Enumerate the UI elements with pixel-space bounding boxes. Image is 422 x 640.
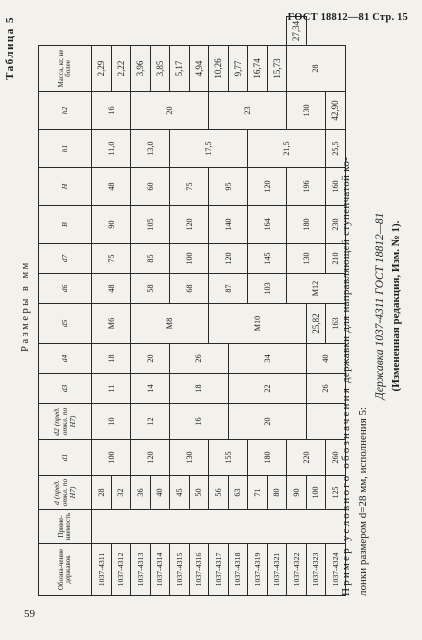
table-cell: 58 — [131, 274, 170, 304]
table-cell: 196 — [287, 168, 326, 206]
table-cell: M6 — [92, 304, 131, 344]
table-cell: 5,17 — [170, 46, 190, 92]
table-cell: 1037-4316 — [189, 544, 209, 596]
table-cell: 90 — [287, 476, 307, 510]
table-cell: 20 — [131, 344, 170, 374]
table-cell: 28 — [287, 46, 346, 92]
table-cell: 180 — [287, 206, 326, 244]
table-cell: 34 — [228, 344, 306, 374]
table-cell: 1037-4323 — [306, 544, 326, 596]
table-cell: 260 — [326, 440, 346, 476]
table-caption: Размеры в мм — [20, 260, 31, 352]
header-code: Обозна-чение державок — [39, 544, 92, 596]
table-cell: 95 — [209, 168, 248, 206]
page-header: ГОСТ 18812—81 Стр. 15 — [287, 12, 408, 23]
table-cell: 45 — [170, 476, 190, 510]
table-cell: 120 — [131, 440, 170, 476]
example-line-1 — [340, 16, 352, 596]
table-cell: 180 — [248, 440, 287, 476]
table-cell: 1037-4322 — [287, 544, 307, 596]
table-cell: 10 — [92, 404, 131, 440]
header-d5: d5 — [39, 304, 92, 344]
table-cell: 11,0 — [92, 130, 131, 168]
header-d6: d6 — [39, 274, 92, 304]
table-cell: 9,77 — [228, 46, 248, 92]
table-cell: 16,74 — [248, 46, 268, 92]
dimensions-table — [38, 16, 346, 596]
table-cell: 32 — [111, 476, 131, 510]
table-cell: 13,0 — [131, 130, 170, 168]
table-cell: 160 — [326, 168, 346, 206]
header-b: B — [39, 206, 92, 244]
example-line-1-rest: державки для направляющей ступенчатой ко- — [340, 156, 352, 387]
table-cell: 63 — [228, 476, 248, 510]
table-cell: 18 — [92, 344, 131, 374]
table-cell: 48 — [92, 274, 131, 304]
table-cell: 1037-4315 — [170, 544, 190, 596]
table-cell: 15,73 — [267, 46, 287, 92]
example-line-2: лонки размером d=28 мм, исполнения 5: — [357, 406, 369, 596]
table-cell: 1037-4321 — [267, 544, 287, 596]
table-cell: 2,22 — [111, 46, 131, 92]
table-cell: 140 — [209, 206, 248, 244]
table-cell: 23 — [209, 92, 287, 130]
table-cell: 105 — [131, 206, 170, 244]
table-cell: 130 — [170, 440, 209, 476]
amendment-note: (Измененная редакция, Изм. № 1). — [390, 220, 402, 392]
table-cell: 220 — [287, 440, 326, 476]
table-cell: 155 — [209, 440, 248, 476]
table-cell: 36 — [131, 476, 151, 510]
table-cell: 25,5 — [326, 130, 346, 168]
table-cell: 10,26 — [209, 46, 229, 92]
header-h2: h2 — [39, 92, 92, 130]
table-cell: 3,96 — [131, 46, 151, 92]
table-cell: 20 — [228, 404, 306, 440]
table-cell: 27,34 — [287, 17, 307, 46]
table-cell: M8 — [131, 304, 209, 344]
table-cell: 40 — [150, 476, 170, 510]
table-cell: 18 — [170, 374, 229, 404]
table-cell: 75 — [92, 244, 131, 274]
header-h: H — [39, 168, 92, 206]
header-d3: d3 — [39, 374, 92, 404]
table-cell: 3,85 — [150, 46, 170, 92]
table-cell: 87 — [209, 274, 248, 304]
table-cell: 120 — [170, 206, 209, 244]
header-d1: d1 — [39, 440, 92, 476]
table-cell: 1037-4314 — [150, 544, 170, 596]
table-cell: 21,5 — [248, 130, 326, 168]
table-cell: 100 — [170, 244, 209, 274]
table-cell: 12 — [131, 404, 170, 440]
table-cell: 125 — [326, 476, 346, 510]
table-cell: 210 — [326, 244, 346, 274]
table-cell: 48 — [92, 168, 131, 206]
table-cell: 1037-4324 — [326, 544, 346, 596]
rotated-page-content — [4, 16, 406, 596]
table-cell: 80 — [267, 476, 287, 510]
table-cell — [92, 510, 346, 544]
header-d: d (пред. откл. по H7) — [39, 476, 92, 510]
page-number: 59 — [24, 608, 35, 620]
table-cell: 60 — [131, 168, 170, 206]
table-cell: 230 — [326, 206, 346, 244]
table-cell: 56 — [209, 476, 229, 510]
header-applicability: Приме-няемость — [39, 510, 92, 544]
table-cell: M12 — [287, 274, 346, 304]
header-d7: d7 — [39, 244, 92, 274]
table-cell: 16 — [170, 404, 229, 440]
table-cell: 50 — [189, 476, 209, 510]
table-cell: 68 — [170, 274, 209, 304]
header-mass: Масса, кг, не более — [39, 46, 92, 92]
table-cell: 75 — [170, 168, 209, 206]
table-cell: M10 — [209, 304, 307, 344]
table-cell: 100 — [306, 476, 326, 510]
table-cell: 14 — [131, 374, 170, 404]
header-d4: d4 — [39, 344, 92, 374]
example-line-1-spaced: Пример условного обозначения — [340, 386, 352, 596]
table-row — [131, 17, 151, 596]
table-cell: 26 — [306, 374, 345, 404]
table-cell: 120 — [248, 168, 287, 206]
table-cell: 4,94 — [189, 46, 209, 92]
table-cell: 145 — [248, 244, 287, 274]
header-h1: h1 — [39, 130, 92, 168]
table-cell: 20 — [131, 92, 209, 130]
table-cell: 85 — [131, 244, 170, 274]
table-cell: 22 — [228, 374, 306, 404]
table-cell: 120 — [209, 244, 248, 274]
table-cell: 1037-4319 — [248, 544, 268, 596]
table-cell: 100 — [92, 440, 131, 476]
table-cell: 40 — [306, 344, 345, 374]
table-cell: 26 — [170, 344, 229, 374]
header-d2: d2 (пред. откл. по H7) — [39, 404, 92, 440]
table-cell: 164 — [248, 206, 287, 244]
table-cell: 17,5 — [170, 130, 248, 168]
table-cell: 1037-4311 — [92, 544, 112, 596]
table-cell: 1037-4312 — [111, 544, 131, 596]
table-cell: 130 — [287, 244, 326, 274]
table-cell: 130 — [287, 92, 326, 130]
table-cell: 103 — [248, 274, 287, 304]
table-cell: 71 — [248, 476, 268, 510]
table-cell: 1037-4318 — [228, 544, 248, 596]
table-cell: 11 — [92, 374, 131, 404]
designation-example: Державка 1037-4311 ГОСТ 18812—81 — [374, 212, 386, 400]
table-cell: 90 — [92, 206, 131, 244]
table-cell: 2,29 — [92, 46, 112, 92]
table-cell: 163 — [326, 304, 346, 344]
table-cell: 16 — [92, 92, 131, 130]
table-cell: 1037-4317 — [209, 544, 229, 596]
table-row — [209, 17, 229, 596]
table-row — [92, 17, 112, 596]
table-cell: 28 — [92, 476, 112, 510]
table-cell: 1037-4313 — [131, 544, 151, 596]
table-cell: 42,90 — [326, 92, 346, 130]
table-cell: 25,82 — [306, 304, 326, 344]
table-label: Таблица 5 — [4, 16, 16, 80]
